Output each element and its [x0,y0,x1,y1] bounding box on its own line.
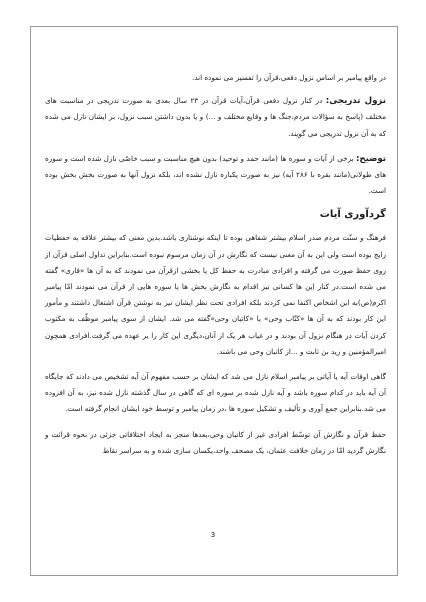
page-content [45,70,386,468]
intro-paragraph: در واقع پیامبر بر اساس نزول دفعی،قرآن را تفسیر می نموده اند. [192,73,386,82]
gradual-revelation-term: نزول تدریجی: [325,96,386,107]
note-paragraph [45,151,386,200]
section-paragraph-3: حفظ قرآن و نگارش آن توسّط افرادی غیر از کاتبان وحی،بعدها منجر به ایجاد اختلافاتی جزئی در نحوه قرائت و نگارش گردید امّا در زمان خلافت عثمان، یک مصحف واحد،یکسان سازی شده و به سراسر نقاط [45,429,386,455]
section-heading: گردآوری آیات [319,209,386,221]
note-term: توضیح: [355,153,386,164]
gradual-revelation-paragraph [45,93,386,142]
page-number: 3 [210,531,216,539]
section-paragraph-1: فرهنگ و سنّت مردم صدر اسلام بیشتر شفاهی بوده تا اینکه نوشتاری باشد.بدین معنی که بیشتر علاقه به حفظیات رایج بوده است ولی این به آن معنی نیست که نگارش در آن زمان مرسوم نبوده است.بنابراین تداول اصلی قرآن از روی حفظ صورت می گرفته و افرادی مبادرت به حفظ کل یا بخشی ازقرآن می نمودند که به آن ها «قاری» گفته می شده است.در کنار این ها کسانی نیز اقدام به نگارش بخش ها یا سوره هایی از قرآن می نمودند امّا پیامبر اکرم(ص)به این اشخاص اکتفا نمی کردند بلکه افرادی تحت نظر ایشان نیز به نوشتن قرآن اشتغال داشتند و مأمور این کار بودند که به آن ها «کتّاب وحی» یا «کاتبان وحی»گفته می شد. ایشان از سوی پیامبر موظّف به مکتوب کردن آیات در هنگام نزول آن بودند و در غیاب هر یک از آنان،دیگری این کار را بر عهده می گرفت.افرادی همچون امیرالمؤمنین و زید بن ثابت و ...از کاتبان وحی می باشند. [45,233,386,356]
section-paragraph-2: گاهی اوقات آیه یا آیاتی بر پیامبر اسلام نازل می شد که ایشان بر حسب مفهوم آن آیه تشخیص می دادند که جایگاه آن آیه باید در کدام سوره باشد و آیه نازل شده بر سوره ای که گاهی در سال گذشته نازل شده نیز، به آن افزوده می شد.بنابراین جمع آوری و تألیف و تشکیل سوره ها ،در زمان پیامبر و توسط خود ایشان انجام گرفته است. [45,372,386,414]
gradual-revelation-text: در کنار نزول دفعی قرآن،آیات قرآن در ۲۳ سال بعدی به صورت تدریجی در مناسبت های مختلف (پاسخ به سؤالات مردم،جنگ ها و وقایع مختلف و ...) و یا بدون داشتن سبب نزول، بر ایشان نازل می شده که به آن نزول تدریجی می گویند. [45,96,386,138]
note-text: برخی از آیات و سوره ها (مانند حمد و توحید) بدون هیچ مناسبت و سبب خاصّی نازل شده است و سوره های طولانی(مانند بقره با ۲۸۶ آیه) نیز به صورت یکباره نازل نشده اند، بلکه نزول آنها به صورت بخش بخش بوده است. [45,153,386,196]
